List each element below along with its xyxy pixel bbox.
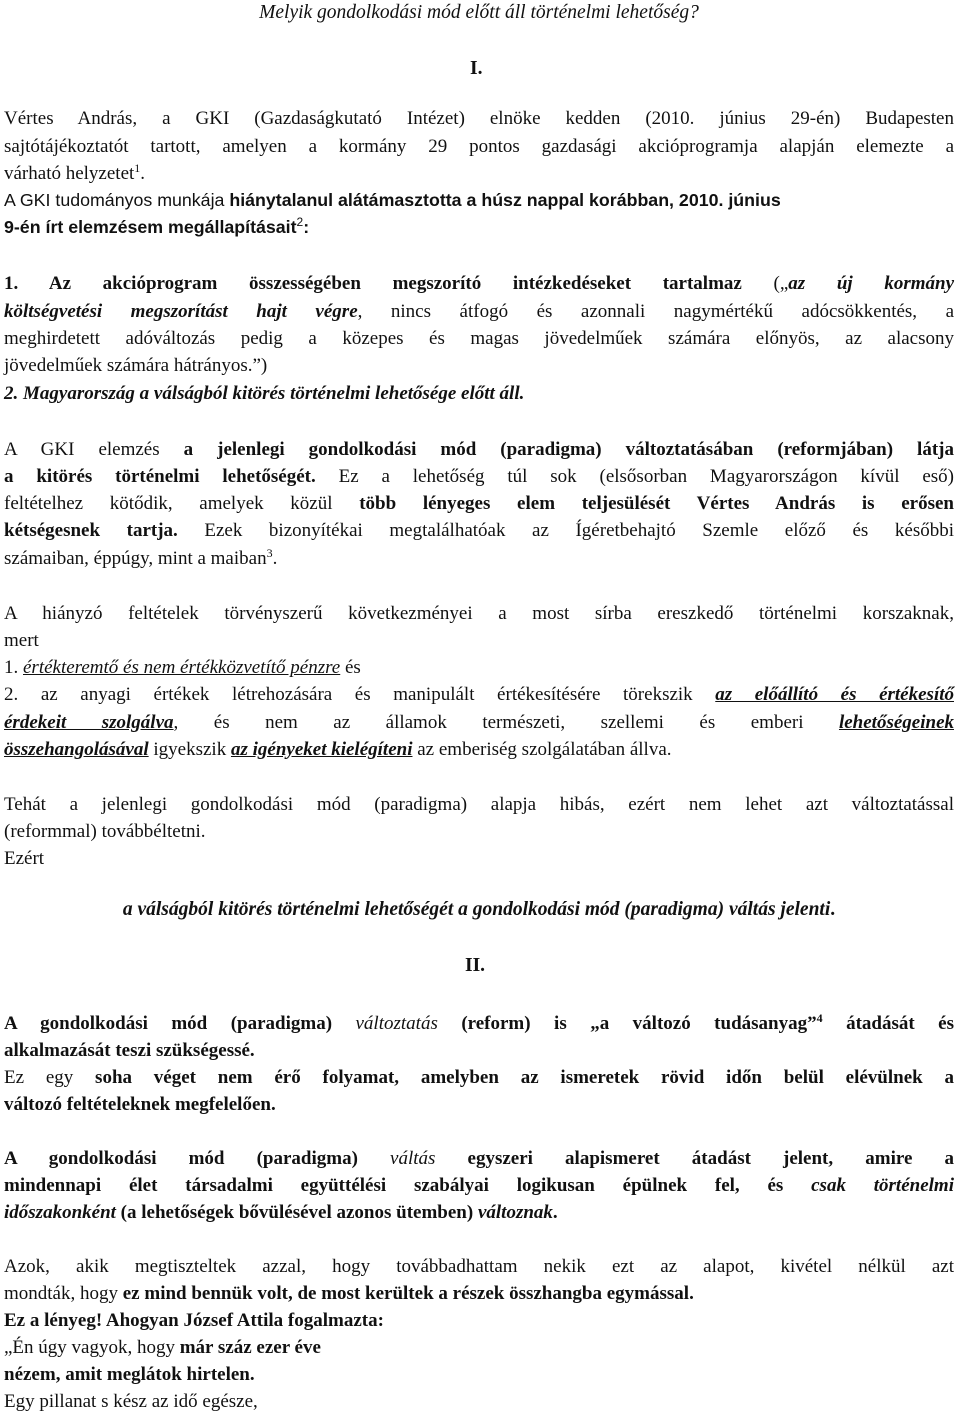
conclusion-line: a válságból kitörés történelmi lehetőségét a gondolkodási mód (paradigma) váltás jelenti. — [122, 899, 836, 920]
point-1-line: költségvetési megszorítást hajt végre, nincs átfogó és azonnali nagymértékű adócsökkentés, a — [4, 301, 955, 322]
change-line: alkalmazását teszi szükségessé. — [4, 1040, 255, 1061]
poem-line: „Én úgy vagyok, hogy már száz ezer éve — [4, 1337, 321, 1358]
footnote-ref-2: 2 — [296, 215, 304, 229]
change-line: változó feltételeknek megfelelően. — [4, 1094, 276, 1115]
therefore-line: Tehát a jelenlegi gondolkodási mód (paradigma) alapja hibás, ezért nem lehet azt változtatással — [4, 794, 954, 815]
section-heading-2: II. — [465, 955, 486, 976]
gki-line: a kitörés történelmi lehetőségét. Ez a lehetőség túl sok (elsősorban Magyarországon kívül eső) — [4, 466, 954, 487]
shift-line: mindennapi élet társadalmi együttélési szabályai logikusan épülnek fel, és csak történelmi — [4, 1175, 954, 1196]
gki-line: A GKI elemzés a jelenlegi gondolkodási mód (paradigma) változtatásában (reformjában) látja — [4, 439, 954, 460]
missing-line: érdekeit szolgálva, és nem az államok természeti, szellemi és emberi lehetőségeinek — [4, 712, 954, 733]
intro-line: sajtótájékoztatót tartott, amelyen a kormány 29 pontos gazdasági akcióprogramja alapján elemezte a — [4, 136, 954, 157]
intro-line: 9-én írt elemzésem megállapításait$^2$: — [4, 215, 310, 237]
point-1-line: 1. Az akcióprogram összességében megszorító intézkedéseket tartalmaz („az új kormány — [4, 273, 954, 294]
point-2-line: 2. Magyarország a válságból kitörés történelmi lehetősége előtt áll. — [4, 383, 525, 404]
shift-line: A gondolkodási mód (paradigma) váltás egyszeri alapismeret átadást jelent, amire a — [4, 1148, 954, 1169]
therefore-line: (reformmal) továbbéltetni. — [4, 821, 206, 842]
closing-line: Azok, akik megtiszteltek azzal, hogy továbbadhattam nekik ezt az alapot, kivétel nélkül azt — [4, 1256, 954, 1277]
document-title: Melyik gondolkodási mód előtt áll történelmi lehetőség? — [259, 2, 699, 23]
footnote-ref-1: 1 — [134, 161, 141, 175]
poem-line: Egy pillanat s kész az idő egésze, — [4, 1391, 258, 1412]
closing-line: mondták, hogy ez mind bennük volt, de most kerültek a részek összhangba egymással. — [4, 1283, 694, 1304]
missing-line: összehangolásával igyekszik az igényeket kielégíteni az emberiség szolgálatában állva. — [4, 739, 672, 760]
point-1-line: jövedelműek számára hátrányos.”) — [4, 355, 268, 376]
missing-line: 1. értékteremtő és nem értékközvetítő pénzre és — [4, 657, 361, 678]
change-line: A gondolkodási mód (paradigma) változtatás (reform) is „a változó tudásanyag”$^4$ átadását és — [4, 1011, 954, 1034]
footnote-ref-4: 4 — [816, 1011, 823, 1025]
intro-line: A GKI tudományos munkája hiánytalanul alátámasztotta a húsz nappal korábban, 2010. június — [4, 190, 781, 210]
change-line: Ez egy soha véget nem érő folyamat, amelyben az ismeretek rövid időn belül elévülnek a — [4, 1067, 954, 1088]
poem-line: nézem, amit meglátok hirtelen. — [4, 1364, 255, 1385]
therefore-line: Ezért — [4, 848, 45, 869]
missing-line: mert — [4, 630, 39, 651]
missing-line: 2. az anyagi értékek létrehozására és manipulált értékesítésére törekszik az előállító és értékesítő — [4, 684, 954, 705]
shift-line: időszakonként (a lehetőségek bővülésével azonos ütemben) változnak. — [4, 1202, 558, 1223]
footnote-ref-3: 3 — [266, 546, 273, 560]
intro-line: Vértes András, a GKI (Gazdaságkutató Intézet) elnöke kedden (2010. június 29-én) Budapesten — [4, 108, 954, 129]
section-heading-1: I. — [470, 58, 483, 79]
missing-line: A hiányzó feltételek törvényszerű következményei a most sírba ereszkedő történelmi korszaknak, — [4, 603, 954, 624]
intro-line: várható helyzetet$^1$. — [4, 161, 146, 184]
gki-line: számaiban, éppúgy, mint a maiban$^3$. — [4, 546, 278, 569]
gki-line: feltételhez kötődik, amelyek közül több lényeges elem teljesülését Vértes András is erősen — [4, 493, 955, 514]
closing-line: Ez a lényeg! Ahogyan József Attila fogalmazta: — [4, 1310, 384, 1331]
gki-line: kétségesnek tartja. Ezek bizonyítékai megtalálhatóak az Ígéretbehajtó Szemle előző és későbbi — [4, 520, 954, 541]
point-1-line: meghirdetett adóváltozás pedig a közepes és magas jövedelműek számára előnyös, az alacsony — [4, 328, 954, 349]
